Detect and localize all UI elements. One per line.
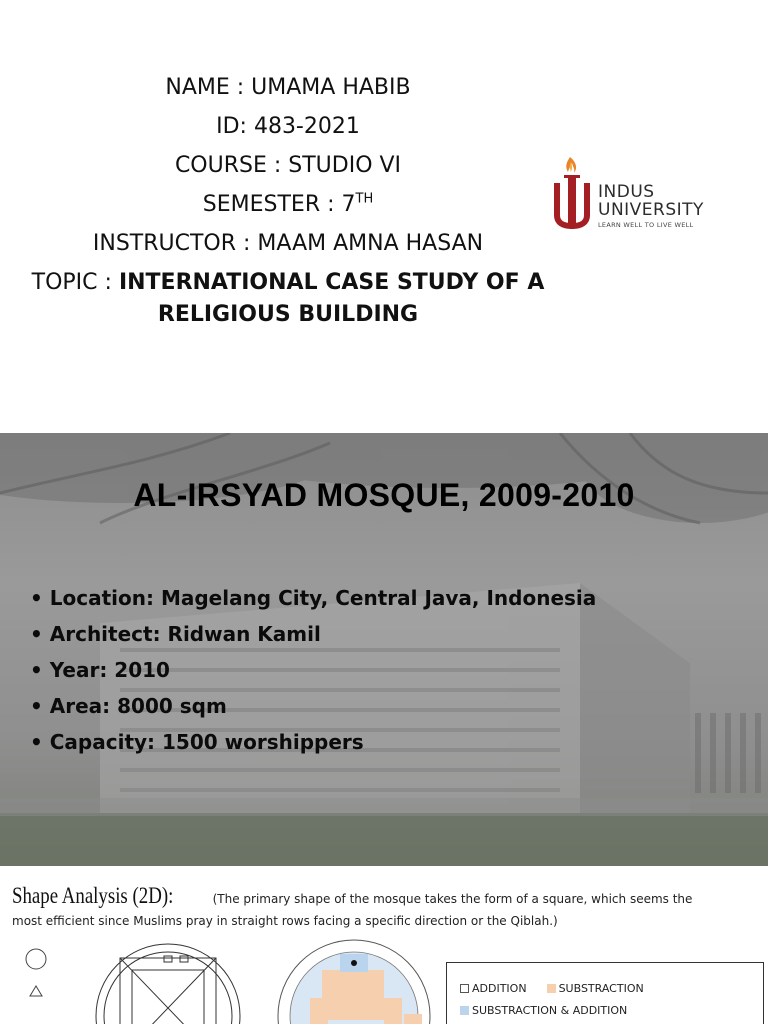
mosque-info-slide (0, 433, 768, 866)
logo-tagline: LEARN WELL TO LIVE WELL (598, 221, 694, 229)
logo-name-1: INDUS (598, 182, 655, 202)
list-item: • Location: Magelang City, Central Java, Indonesia (30, 586, 597, 610)
legend-row-2 (460, 1004, 627, 1017)
topic-label: TOPIC : (31, 270, 119, 295)
shape-legend (446, 962, 764, 1024)
shape-analysis-description-2: most efficient since Muslims pray in straight rows facing a specific direction or the Qiblah.) (12, 914, 558, 928)
list-item: • Capacity: 1500 worshippers (30, 730, 364, 754)
plan-diagram-2 (278, 940, 430, 1024)
substraction-addition-swatch (460, 1006, 469, 1015)
circle-symbol-icon (26, 949, 46, 969)
plan-diagram-1 (96, 944, 240, 1024)
legend-substraction: SUBSTRACTION (558, 982, 644, 995)
semester-superscript: TH (355, 191, 374, 207)
university-logo (550, 153, 740, 235)
semester-text: SEMESTER : 7 (202, 192, 356, 217)
legend-substraction-addition: SUBSTRACTION & ADDITION (472, 1004, 628, 1017)
shape-analysis-heading (12, 883, 712, 909)
torch-icon (550, 153, 596, 235)
mosque-facts-list (30, 580, 596, 760)
topic-title-2: RELIGIOUS BUILDING (157, 302, 419, 327)
shape-analysis-title: Shape Analysis (2D): (12, 883, 174, 908)
logo-name-2: UNIVERSITY (598, 200, 704, 220)
mosque-title: AL-IRSYAD MOSQUE, 2009-2010 (133, 477, 635, 513)
student-name: NAME : UMAMA HABIB (165, 75, 411, 100)
legend-row-1 (460, 982, 644, 995)
instructor-line: INSTRUCTOR : MAAM AMNA HASAN (92, 231, 484, 256)
triangle-symbol-icon (30, 986, 42, 996)
title-slide (0, 0, 768, 433)
semester-line (0, 192, 576, 218)
shape-analysis-slide (0, 866, 768, 1024)
substraction-swatch (547, 984, 556, 993)
legend-addition: ADDITION (472, 982, 527, 995)
student-id: ID: 483-2021 (216, 114, 360, 139)
list-item: • Year: 2010 (30, 658, 170, 682)
topic-title-1: INTERNATIONAL CASE STUDY OF A (118, 270, 545, 295)
list-item: • Area: 8000 sqm (30, 694, 227, 718)
shape-analysis-description-1: (The primary shape of the mosque takes the form of a square, which seems the (208, 892, 693, 906)
topic-line (0, 270, 576, 296)
addition-swatch (460, 984, 469, 993)
course-line: COURSE : STUDIO VI (174, 153, 402, 178)
list-item: • Architect: Ridwan Kamil (30, 622, 321, 646)
